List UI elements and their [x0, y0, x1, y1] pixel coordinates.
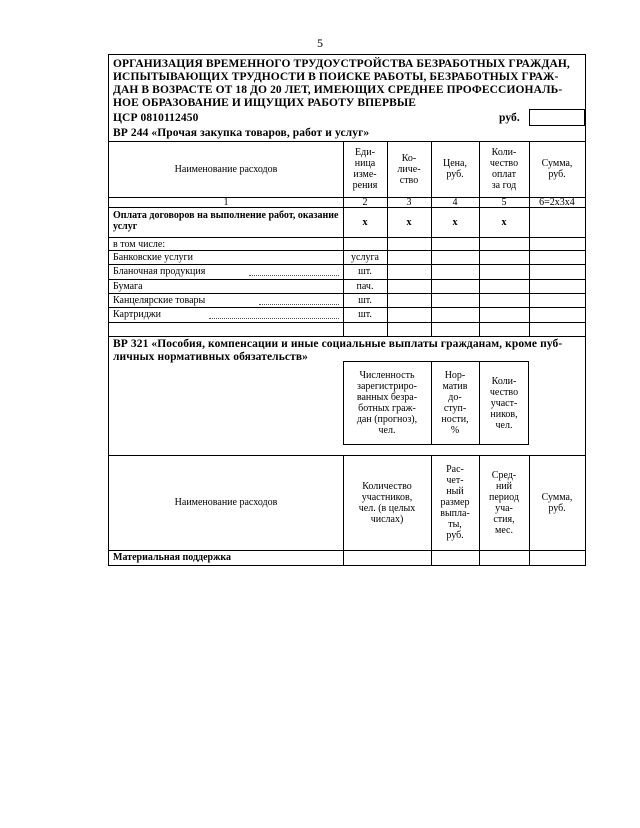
expense-row-unit: шт.: [358, 309, 372, 320]
header-expense-name: Наименование расходов: [174, 163, 278, 175]
header-payment-amount: Рас- чет- ный размер выпла- ты, руб.: [440, 464, 470, 541]
rub-label: руб.: [499, 112, 520, 124]
vr244-title: ВР 244 «Прочая закупка товаров, работ и услуг»: [113, 127, 370, 139]
section-title-line: ИСПЫТЫВАЮЩИХ ТРУДНОСТИ В ПОИСКЕ РАБОТЫ, БЕЗРАБОТНЫХ ГРАЖ-: [113, 71, 559, 83]
header-payments-per-year: Коли- чество оплат за год: [489, 147, 519, 191]
fill-line: [209, 318, 339, 319]
header-registered-unemployed: Численность зарегистриро- ванных безра- ботных граж- дан (прогноз), чел.: [356, 370, 418, 436]
expense-row-unit: услуга: [351, 251, 379, 263]
header-average-period: Сред- ний период уча- стия, мес.: [489, 469, 519, 536]
column-number: 5: [501, 196, 507, 208]
column-number: 6=2х3х4: [539, 196, 575, 208]
section-title: [113, 58, 583, 110]
rub-amount-box: [529, 109, 585, 126]
table-rule: [109, 336, 585, 337]
main-row-mark: х: [452, 216, 458, 228]
header-participants-count: Коли- чество участ- ников, чел.: [489, 375, 519, 431]
header-quantity: Ко- личе- ство: [397, 152, 421, 186]
expense-row-unit: шт.: [358, 266, 372, 277]
fill-line: [249, 275, 339, 276]
header-sum: Сумма, руб.: [541, 158, 573, 180]
page-number: 5: [317, 36, 323, 50]
csr-code: ЦСР 0810112450: [113, 112, 199, 124]
header-unit: Еди- ница изме- рения: [352, 147, 378, 191]
including-label: в том числе:: [113, 239, 166, 250]
table-rule: [109, 322, 585, 323]
table-rule: [109, 550, 585, 551]
column-number: 4: [452, 196, 458, 208]
column-number: 2: [362, 196, 368, 208]
vr321-title-line: личных нормативных обязательств»: [113, 351, 309, 363]
header-sum: Сумма, руб.: [541, 491, 573, 514]
expense-row-name: Бумага: [113, 281, 143, 292]
column-number: 1: [223, 196, 229, 208]
expense-row-name: Банковские услуги: [113, 252, 194, 263]
section-title-line: ОРГАНИЗАЦИЯ ВРЕМЕННОГО ТРУДОУСТРОЙСТВА БЕЗРАБОТНЫХ ГРАЖДАН,: [113, 58, 570, 70]
fill-line: [259, 304, 339, 305]
expense-row-unit: пач.: [356, 280, 374, 292]
main-row-mark: х: [362, 216, 368, 228]
main-row-label: Оплата договоров на выполнение работ, оказание услуг: [113, 210, 339, 232]
section-title-line: ДАН В ВОЗРАСТЕ ОТ 18 ДО 20 ЛЕТ, ИМЕЮЩИХ СРЕДНЕЕ ПРОФЕССИОНАЛЬ-: [113, 84, 563, 96]
material-support-label: Материальная поддержка: [113, 552, 231, 563]
header-expense-name: Наименование расходов: [174, 497, 278, 508]
header-price: Цена, руб.: [443, 158, 467, 180]
expense-row-name: Бланочная продукция: [113, 266, 206, 277]
budget-form-frame: [108, 54, 586, 566]
expense-row-name: Канцелярские товары: [113, 295, 206, 306]
main-row-mark: х: [501, 216, 507, 228]
expense-row-name: Картриджи: [113, 309, 162, 320]
column-number: 3: [406, 196, 412, 208]
table-rule: [109, 237, 585, 238]
header-availability-norm: Нор- матив до- ступ- ности, %: [441, 370, 469, 436]
expense-row-unit: шт.: [358, 294, 372, 306]
section-title-line: НОЕ ОБРАЗОВАНИЕ И ИЩУЩИХ РАБОТУ ВПЕРВЫЕ: [113, 97, 417, 109]
header-participants-whole: Количество участников, чел. (в целых числах): [358, 480, 416, 525]
vr321-title-line: ВР 321 «Пособия, компенсации и иные социальные выплаты гражданам, кроме пуб-: [113, 338, 563, 350]
main-row-mark: х: [406, 216, 412, 228]
